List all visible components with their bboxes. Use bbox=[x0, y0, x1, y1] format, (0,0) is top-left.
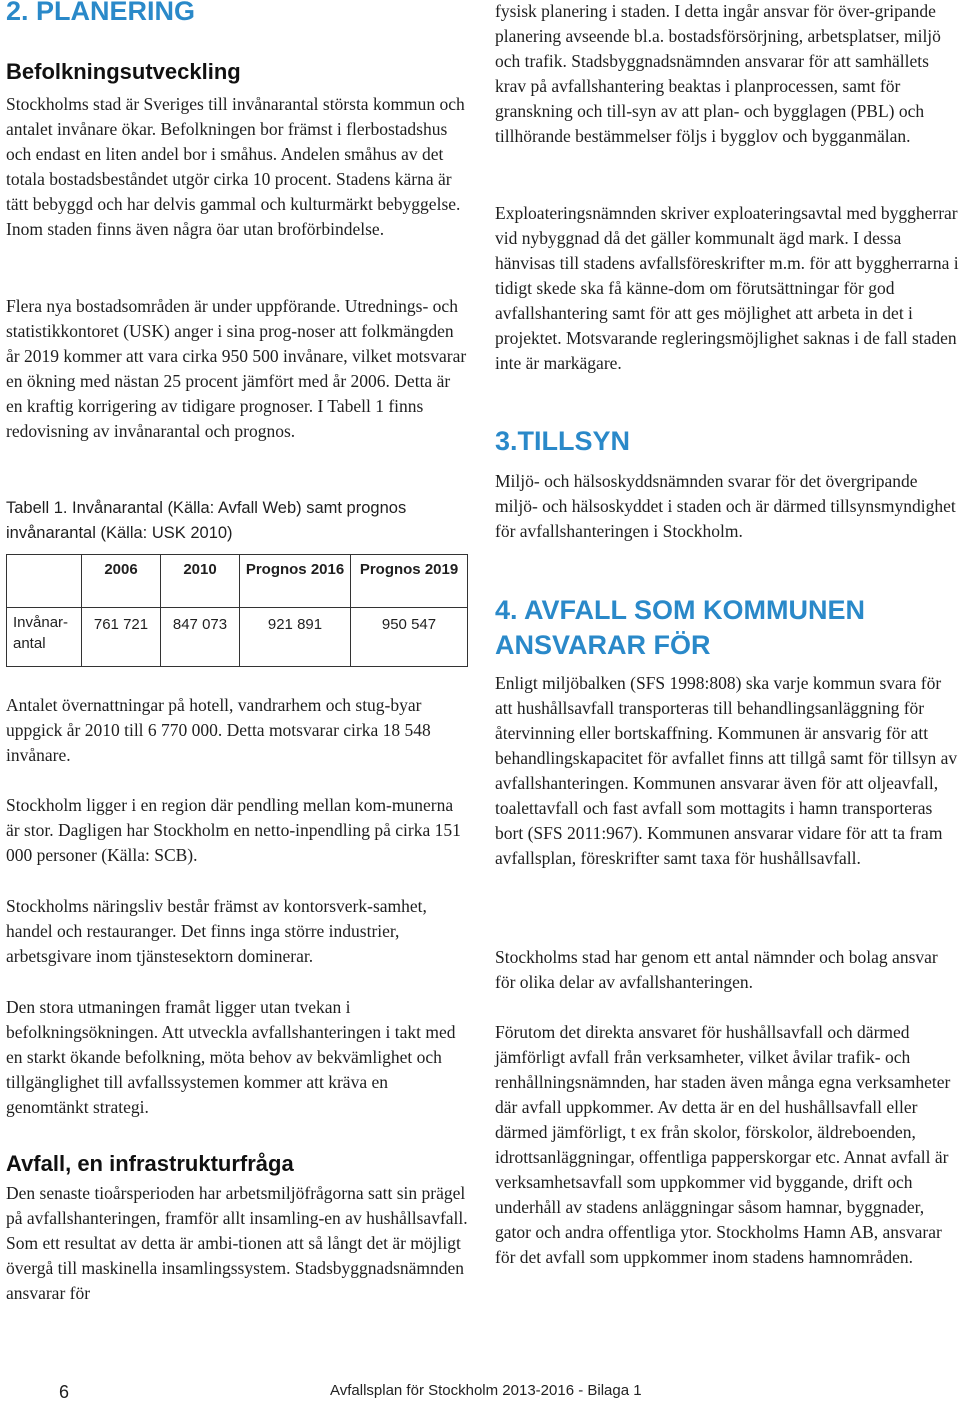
paragraph-miljobalken: Enligt miljöbalken (SFS 1998:808) ska varje kommun svara för att hushållsavfall transporteras till behandlingsanläggning för återvinning eller bortskaffning. Kommunen är ansvarig för att behandlingskapacitet för avfallet finns att tillgå samt för tillsyn av avfallshanteringen. Kommunen ansvarar även för att oljeavfall, toalettavfall och fast avfall som mottagits i hamn transporteras bort (SFS 2011:967). Kommunen ansvarar vidare för att ta fram avfallsplan, föreskrifter samt taxa för hushållsavfall. bbox=[495, 673, 958, 868]
section-title-planering: 2. PLANERING bbox=[6, 0, 196, 26]
table-row bbox=[7, 608, 468, 667]
table-header-prognos-2019: Prognos 2019 bbox=[351, 555, 468, 608]
population-table bbox=[6, 554, 468, 667]
paragraph-hotel: Antalet övernattningar på hotell, vandrarhem och stug-byar uppgick år 2010 till 6 770 000. Detta motsvarar cirka 18 548 invånare. bbox=[6, 695, 431, 765]
section-title-avfall-kommunen: 4. AVFALL SOM KOMMUNEN ANSVARAR FÖR bbox=[495, 595, 866, 660]
heading-befolkningsutveckling: Befolkningsutveckling bbox=[6, 59, 241, 84]
table-header-2006: 2006 bbox=[82, 555, 161, 608]
table-cell: 761 721 bbox=[82, 608, 161, 667]
paragraph-infrastruktur: Den senaste tioårsperioden har arbetsmiljöfrågorna satt sin prägel på avfallshanteringen, framför allt insamling-en av hushållsavfall. Som ett resultat av detta är ambi-tionen att så långt det är möjligt övergå till maskinella insamlingssystem. Stadsbyggnadsnämnden ansvarar för bbox=[6, 1183, 468, 1303]
footer-document-title: Avfallsplan för Stockholm 2013-2016 - Bilaga 1 bbox=[330, 1382, 642, 1399]
table-header-2010: 2010 bbox=[161, 555, 240, 608]
paragraph-namnder: Stockholms stad har genom ett antal nämnder och bolag ansvar för olika delar av avfallshanteringen. bbox=[495, 947, 938, 992]
table-corner-cell bbox=[7, 555, 82, 608]
table-caption: Tabell 1. Invånarantal (Källa: Avfall Web) samt prognos invånarantal (Källa: USK 2010) bbox=[6, 499, 407, 542]
page-number: 6 bbox=[59, 1382, 70, 1402]
table-cell: 921 891 bbox=[240, 608, 351, 667]
table-cell: 847 073 bbox=[161, 608, 240, 667]
paragraph-planning-continued: fysisk planering i staden. I detta ingår ansvar för över-gripande planering avseende bl.a. bostadsförsörjning, arbetsplatser, miljö och trafik. Stadsbyggnadsnämnden ansvarar för att samhällets krav på avfallshantering beaktas i planprocessen, samt för granskning och till-syn av att plan- och bygglagen (PBL) och tillhörande bestämmelser följs i bygglov och bygganmälan. bbox=[495, 1, 941, 146]
paragraph-population-2: Flera nya bostadsområden är under uppförande. Utrednings- och statistikkontoret (USK) anger i sina prog-noser att folkmängden år 2019 kommer att vara cirka 950 500 invånare, vilket motsvarar en ökning med nästan 25 procent jämfört med år 2006. Detta är en kraftig korrigering av tidigare prognoser. I Tabell 1 finns redovisning av invånarantal och prognos. bbox=[6, 296, 467, 441]
paragraph-exploatering: Exploateringsnämnden skriver exploateringsavtal med byggherrar vid nybyggnad då det gäller kommunalt ägd mark. I dessa hänvisas till stadens avfallsföreskrifter m.m. för att byggherrarna i tidigt skede ska få känne-dom om förutsättningar för god avfallshantering samt för att ges möjlighet att arbeta in det i projektet. Motsvarande regleringsmöjlighet saknas i de fall staden inte är markägare. bbox=[495, 203, 959, 373]
paragraph-commute: Stockholm ligger i en region där pendling mellan kom-munerna är stor. Dagligen har Stockholm en netto-inpendling på cirka 151 000 personer (Källa: SCB). bbox=[6, 795, 461, 865]
table-header-row bbox=[7, 555, 468, 608]
paragraph-challenge: Den stora utmaningen framåt ligger utan tvekan i befolkningsökningen. Att utveckla avfallshanteringen i takt med en starkt ökande befolkning, möta behov av bekvämlighet och tillgänglighet till avfallssystemen kommer att kräva en genomtänkt strategi. bbox=[6, 997, 456, 1117]
section-title-tillsyn: 3.TILLSYN bbox=[495, 426, 631, 456]
paragraph-population-1: Stockholms stad är Sveriges till invånarantal största kommun och antalet invånare ökar. Befolkningen bor främst i flerbostadshus och endast en liten andel bor i småhus. Andelen småhus av det totala bostadsbeståndet utgör cirka 10 procent. Stadens kärna är tätt bebyggd och har delvis gammal och kulturmärkt bebyggelse. Inom staden finns även några öar utan broförbindelse. bbox=[6, 94, 465, 239]
table-header-prognos-2016: Prognos 2016 bbox=[240, 555, 351, 608]
table-row-label: Invånar-antal bbox=[7, 608, 82, 667]
paragraph-tillsyn: Miljö- och hälsoskyddsnämnden svarar för det övergripande miljö- och hälsoskyddet i staden och är därmed tillsynsmyndighet för avfallshanteringen i Stockholm. bbox=[495, 471, 956, 541]
table-cell: 950 547 bbox=[351, 608, 468, 667]
heading-infrastruktur: Avfall, en infrastrukturfråga bbox=[6, 1151, 294, 1176]
paragraph-business: Stockholms näringsliv består främst av kontorsverk-samhet, handel och restauranger. Det finns inga större industrier, arbetsgivare inom tjänstesektorn dominerar. bbox=[6, 896, 427, 966]
paragraph-forutom: Förutom det direkta ansvaret för hushållsavfall och därmed jämförligt avfall från verksamheter, vilket åvilar trafik- och renhållningsnämnden, har staden även många egna verksamheter där avfall uppkommer. Av detta är en del hushållsavfall eller därmed jämförligt, t ex från skolor, förskolor, äldreboenden, idrottsanläggningar, offentliga papperskorgar etc. Annat avfall är verksamhetsavfall som uppkommer vid byggande, drift och underhåll av stadens anläggningar såsom hamnar, byggnader, gator och andra offentliga ytor. Stockholms Hamn AB, ansvarar för det avfall som uppkommer inom stadens hamnområden. bbox=[495, 1022, 951, 1267]
